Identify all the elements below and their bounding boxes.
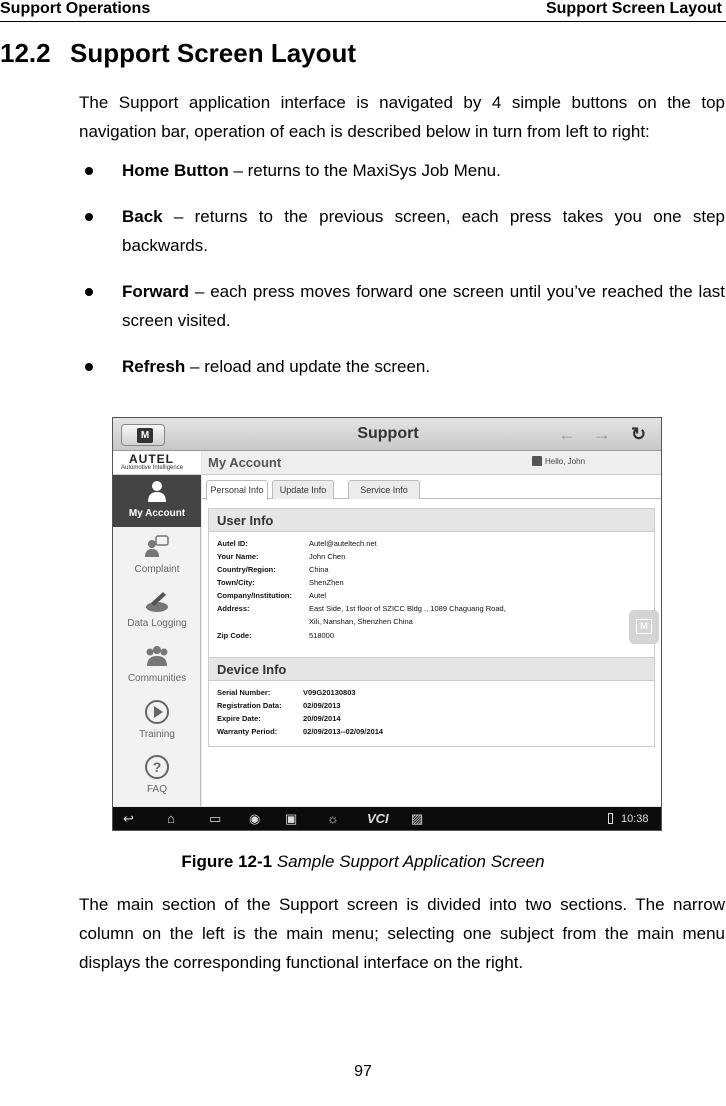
menu-item-communities[interactable] bbox=[113, 640, 201, 692]
bullet-term: Home Button bbox=[122, 161, 229, 180]
svg-text:?: ? bbox=[152, 759, 162, 775]
app-title: Support bbox=[357, 425, 419, 442]
info-value: 02/09/2013--02/09/2014 bbox=[303, 727, 384, 736]
maxisys-home-icon: M bbox=[137, 428, 153, 443]
closing-paragraph: The main section of the Support screen is divided into two sections. The narrow column on the left is the main menu; selecting one subject from the main menu displays the corresponding functional interface on the right. bbox=[79, 895, 725, 972]
bullet-icon bbox=[85, 288, 93, 296]
vci-icon[interactable]: VCI bbox=[367, 811, 389, 826]
running-header bbox=[0, 0, 726, 22]
info-key: Registration Data: bbox=[217, 701, 282, 710]
info-value: 518000 bbox=[309, 631, 335, 640]
section-heading bbox=[0, 38, 356, 69]
tab-personal-info[interactable]: Personal Info bbox=[206, 480, 268, 500]
info-value: East Side, 1st floor of SZICC Bldg ., 1089 Chaguang Road, bbox=[309, 604, 506, 613]
browser-icon[interactable]: ◉ bbox=[249, 811, 261, 826]
info-key: Warranty Period: bbox=[217, 727, 278, 736]
battery-icon bbox=[608, 813, 613, 824]
menu-item-data-logging[interactable] bbox=[113, 585, 201, 637]
bullet-term: Refresh bbox=[122, 357, 186, 376]
info-key: Town/City: bbox=[217, 578, 255, 587]
brand-tagline: Automotive Intelligence bbox=[121, 465, 184, 471]
menu-label: Training bbox=[139, 729, 175, 740]
header-chapter: Support Operations bbox=[0, 0, 151, 17]
intro-paragraph: The Support application interface is navigated by 4 simple buttons on the top navigation bar, operation of each is described below in turn from left to right: bbox=[79, 93, 725, 141]
menu-label: FAQ bbox=[146, 784, 167, 795]
info-key: Autel ID: bbox=[217, 539, 248, 548]
menu-item-faq[interactable] bbox=[113, 751, 201, 803]
bullet-text: – each press moves forward one screen until you’ve reached the last screen visited. bbox=[122, 282, 725, 330]
back-arrow-icon[interactable]: ← bbox=[558, 424, 576, 444]
forward-arrow-icon[interactable]: → bbox=[593, 424, 611, 444]
car-icon[interactable]: ▨ bbox=[411, 811, 424, 826]
page-number: 97 bbox=[354, 1063, 372, 1080]
panel-title: My Account bbox=[208, 455, 282, 470]
info-key: Your Name: bbox=[217, 552, 259, 561]
list-item bbox=[79, 277, 725, 335]
section-title: Support Screen Layout bbox=[70, 38, 357, 68]
camera-icon[interactable]: ▣ bbox=[285, 811, 298, 826]
bullet-icon bbox=[85, 167, 93, 175]
figure-caption bbox=[0, 852, 726, 872]
list-item bbox=[79, 156, 725, 185]
person-icon bbox=[145, 479, 169, 503]
list-item bbox=[79, 202, 725, 260]
chat-people-icon bbox=[145, 535, 169, 559]
caption-text: Sample Support Application Screen bbox=[272, 852, 545, 871]
bullet-text: – returns to the previous screen, each press takes you one step backwards. bbox=[122, 207, 725, 255]
info-key: Expire Date: bbox=[217, 714, 261, 723]
button-list bbox=[79, 156, 725, 398]
device-info-box bbox=[208, 657, 655, 747]
functional-panel bbox=[202, 451, 662, 806]
info-key: Serial Number: bbox=[217, 688, 271, 697]
maxisys-icon: M bbox=[636, 619, 652, 634]
app-title-bar bbox=[113, 418, 662, 451]
menu-item-training[interactable] bbox=[113, 696, 201, 748]
info-value: Xili, Nanshan, Shenzhen China bbox=[309, 617, 413, 626]
brand-name: AUTEL bbox=[129, 452, 174, 466]
info-value: ShenZhen bbox=[309, 578, 344, 587]
bullet-icon bbox=[85, 363, 93, 371]
user-info-box bbox=[208, 508, 655, 658]
support-app-screenshot bbox=[112, 417, 662, 831]
recent-apps-icon[interactable]: ▭ bbox=[209, 811, 222, 826]
tab-service-info[interactable]: Service Info bbox=[348, 480, 420, 499]
floating-maxisys-button[interactable] bbox=[629, 610, 659, 644]
back-system-icon[interactable]: ↩ bbox=[123, 811, 134, 826]
list-item bbox=[79, 352, 725, 381]
header-section: Support Screen Layout bbox=[545, 0, 722, 17]
menu-item-complaint[interactable] bbox=[113, 531, 201, 583]
bullet-term: Back bbox=[122, 207, 163, 226]
info-value: Autel@auteltech.net bbox=[309, 539, 377, 548]
info-value: 02/09/2013 bbox=[303, 701, 341, 710]
group-icon bbox=[145, 644, 169, 668]
bullet-term: Forward bbox=[122, 282, 190, 301]
bullet-text: – reload and update the screen. bbox=[185, 357, 431, 376]
tab-update-info[interactable]: Update Info bbox=[272, 480, 334, 499]
autel-logo bbox=[113, 451, 201, 475]
user-icon bbox=[532, 456, 542, 466]
main-menu bbox=[113, 451, 201, 806]
info-value: V09G20130803 bbox=[303, 688, 356, 697]
info-key: Address: bbox=[217, 604, 250, 613]
caption-label: Figure 12-1 bbox=[181, 852, 273, 871]
account-tabs bbox=[202, 475, 662, 499]
bullet-text: – returns to the MaxiSys Job Menu. bbox=[228, 161, 501, 180]
info-value: China bbox=[309, 565, 329, 574]
section-number: 12.2 bbox=[0, 38, 51, 68]
info-key: Company/Institution: bbox=[217, 591, 292, 600]
user-info-title: User Info bbox=[209, 509, 654, 532]
data-logging-icon bbox=[145, 589, 169, 613]
info-key: Country/Region: bbox=[217, 565, 276, 574]
menu-item-my-account[interactable] bbox=[113, 475, 201, 527]
bullet-icon bbox=[85, 213, 93, 221]
info-value: Autel bbox=[309, 591, 327, 600]
system-status-bar bbox=[113, 807, 662, 831]
user-greeting: Hello, John bbox=[545, 457, 586, 466]
info-value: John Chen bbox=[309, 552, 346, 561]
menu-label: Complaint bbox=[134, 564, 180, 575]
clock: 10:38 bbox=[621, 813, 649, 825]
menu-label: My Account bbox=[128, 508, 186, 519]
question-icon bbox=[145, 755, 169, 779]
info-value: 20/09/2014 bbox=[303, 714, 341, 723]
play-icon bbox=[145, 700, 169, 724]
refresh-icon[interactable]: ↻ bbox=[631, 424, 647, 444]
panel-header bbox=[202, 451, 662, 475]
menu-label: Communities bbox=[127, 673, 187, 684]
menu-label: Data Logging bbox=[127, 618, 187, 629]
info-key: Zip Code: bbox=[217, 631, 252, 640]
brightness-icon[interactable]: ☼ bbox=[327, 811, 339, 826]
device-info-title: Device Info bbox=[209, 658, 654, 681]
home-system-icon[interactable]: ⌂ bbox=[167, 811, 175, 826]
